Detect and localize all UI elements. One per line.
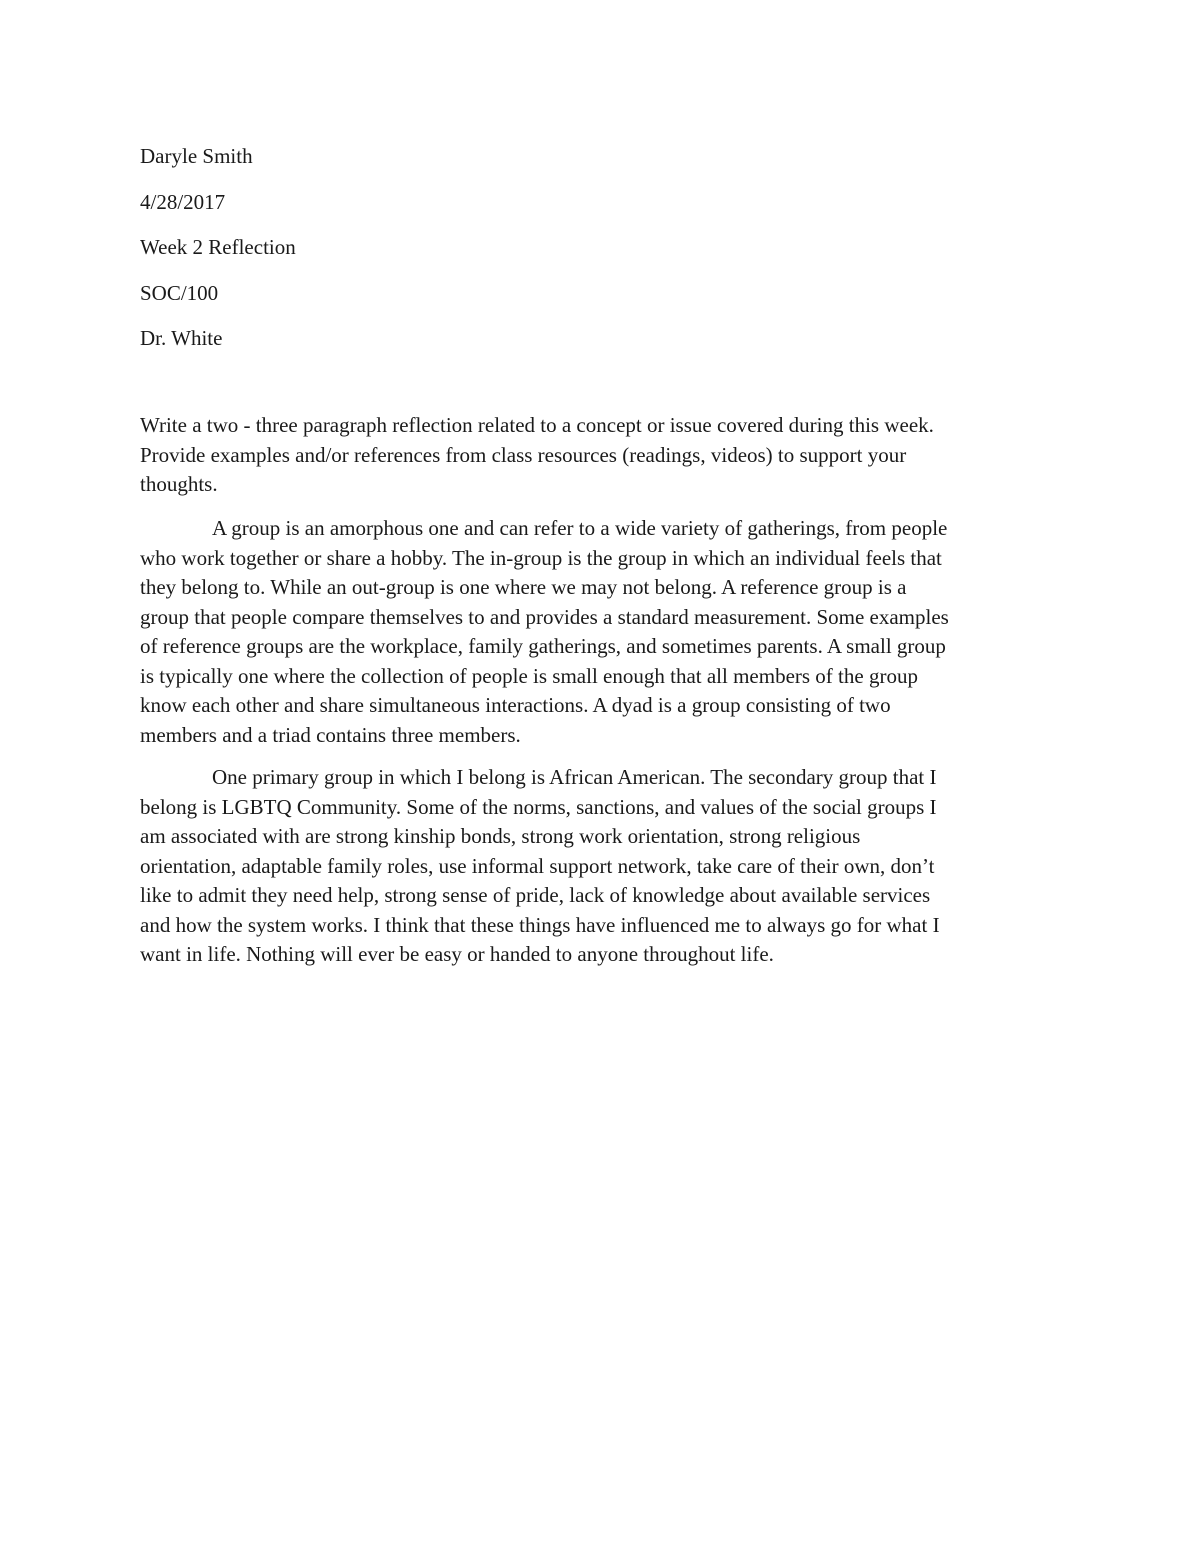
paragraph-line: of reference groups are the workplace, family gatherings, and sometimes parents. A small group — [140, 634, 946, 658]
paragraph-line: belong is LGBTQ Community. Some of the norms, sanctions, and values of the social groups I — [140, 794, 937, 819]
paragraph-line: One primary group in which I belong is African American. The secondary group that I — [212, 765, 937, 789]
paragraph-line: they belong to. While an out-group is one where we may not belong. A reference group is a — [140, 575, 907, 599]
body-paragraph-2 — [140, 763, 1060, 970]
assignment-title: Week 2 Reflection — [140, 235, 296, 259]
course-code: SOC/100 — [140, 280, 219, 305]
paragraph-line: am associated with are strong kinship bonds, strong work orientation, strong religious — [140, 824, 861, 848]
document-date: 4/28/2017 — [140, 189, 226, 214]
prompt-line: Write a two - three paragraph reflection related to a concept or issue covered during this week. — [140, 413, 934, 437]
paragraph-line: know each other and share simultaneous interactions. A dyad is a group consisting of two — [140, 693, 891, 717]
body-paragraph-1 — [140, 514, 1060, 750]
author-name: Daryle Smith — [140, 144, 253, 168]
paragraph-line: like to admit they need help, strong sense of pride, lack of knowledge about available services — [140, 883, 931, 907]
paragraph-line: want in life. Nothing will ever be easy or handed to anyone throughout life. — [140, 942, 774, 966]
paragraph-line: group that people compare themselves to and provides a standard measurement. Some examples — [140, 604, 949, 629]
paragraph-line: orientation, adaptable family roles, use informal support network, take care of their own, don’t — [140, 853, 935, 878]
paragraph-line: A group is an amorphous one and can refer to a wide variety of gatherings, from people — [212, 516, 948, 540]
paragraph-line: members and a triad contains three members. — [140, 722, 521, 747]
paragraph-line: and how the system works. I think that these things have influenced me to always go for what I — [140, 912, 940, 937]
assignment-prompt — [140, 411, 1060, 500]
prompt-line: Provide examples and/or references from class resources (readings, videos) to support your — [140, 442, 907, 467]
document-header — [140, 143, 1040, 371]
paragraph-line: who work together or share a hobby. The in-group is the group in which an individual feels that — [140, 545, 942, 570]
instructor-name: Dr. White — [140, 326, 223, 350]
prompt-line: thoughts. — [140, 472, 218, 496]
paragraph-line: is typically one where the collection of people is small enough that all members of the group — [140, 663, 918, 688]
